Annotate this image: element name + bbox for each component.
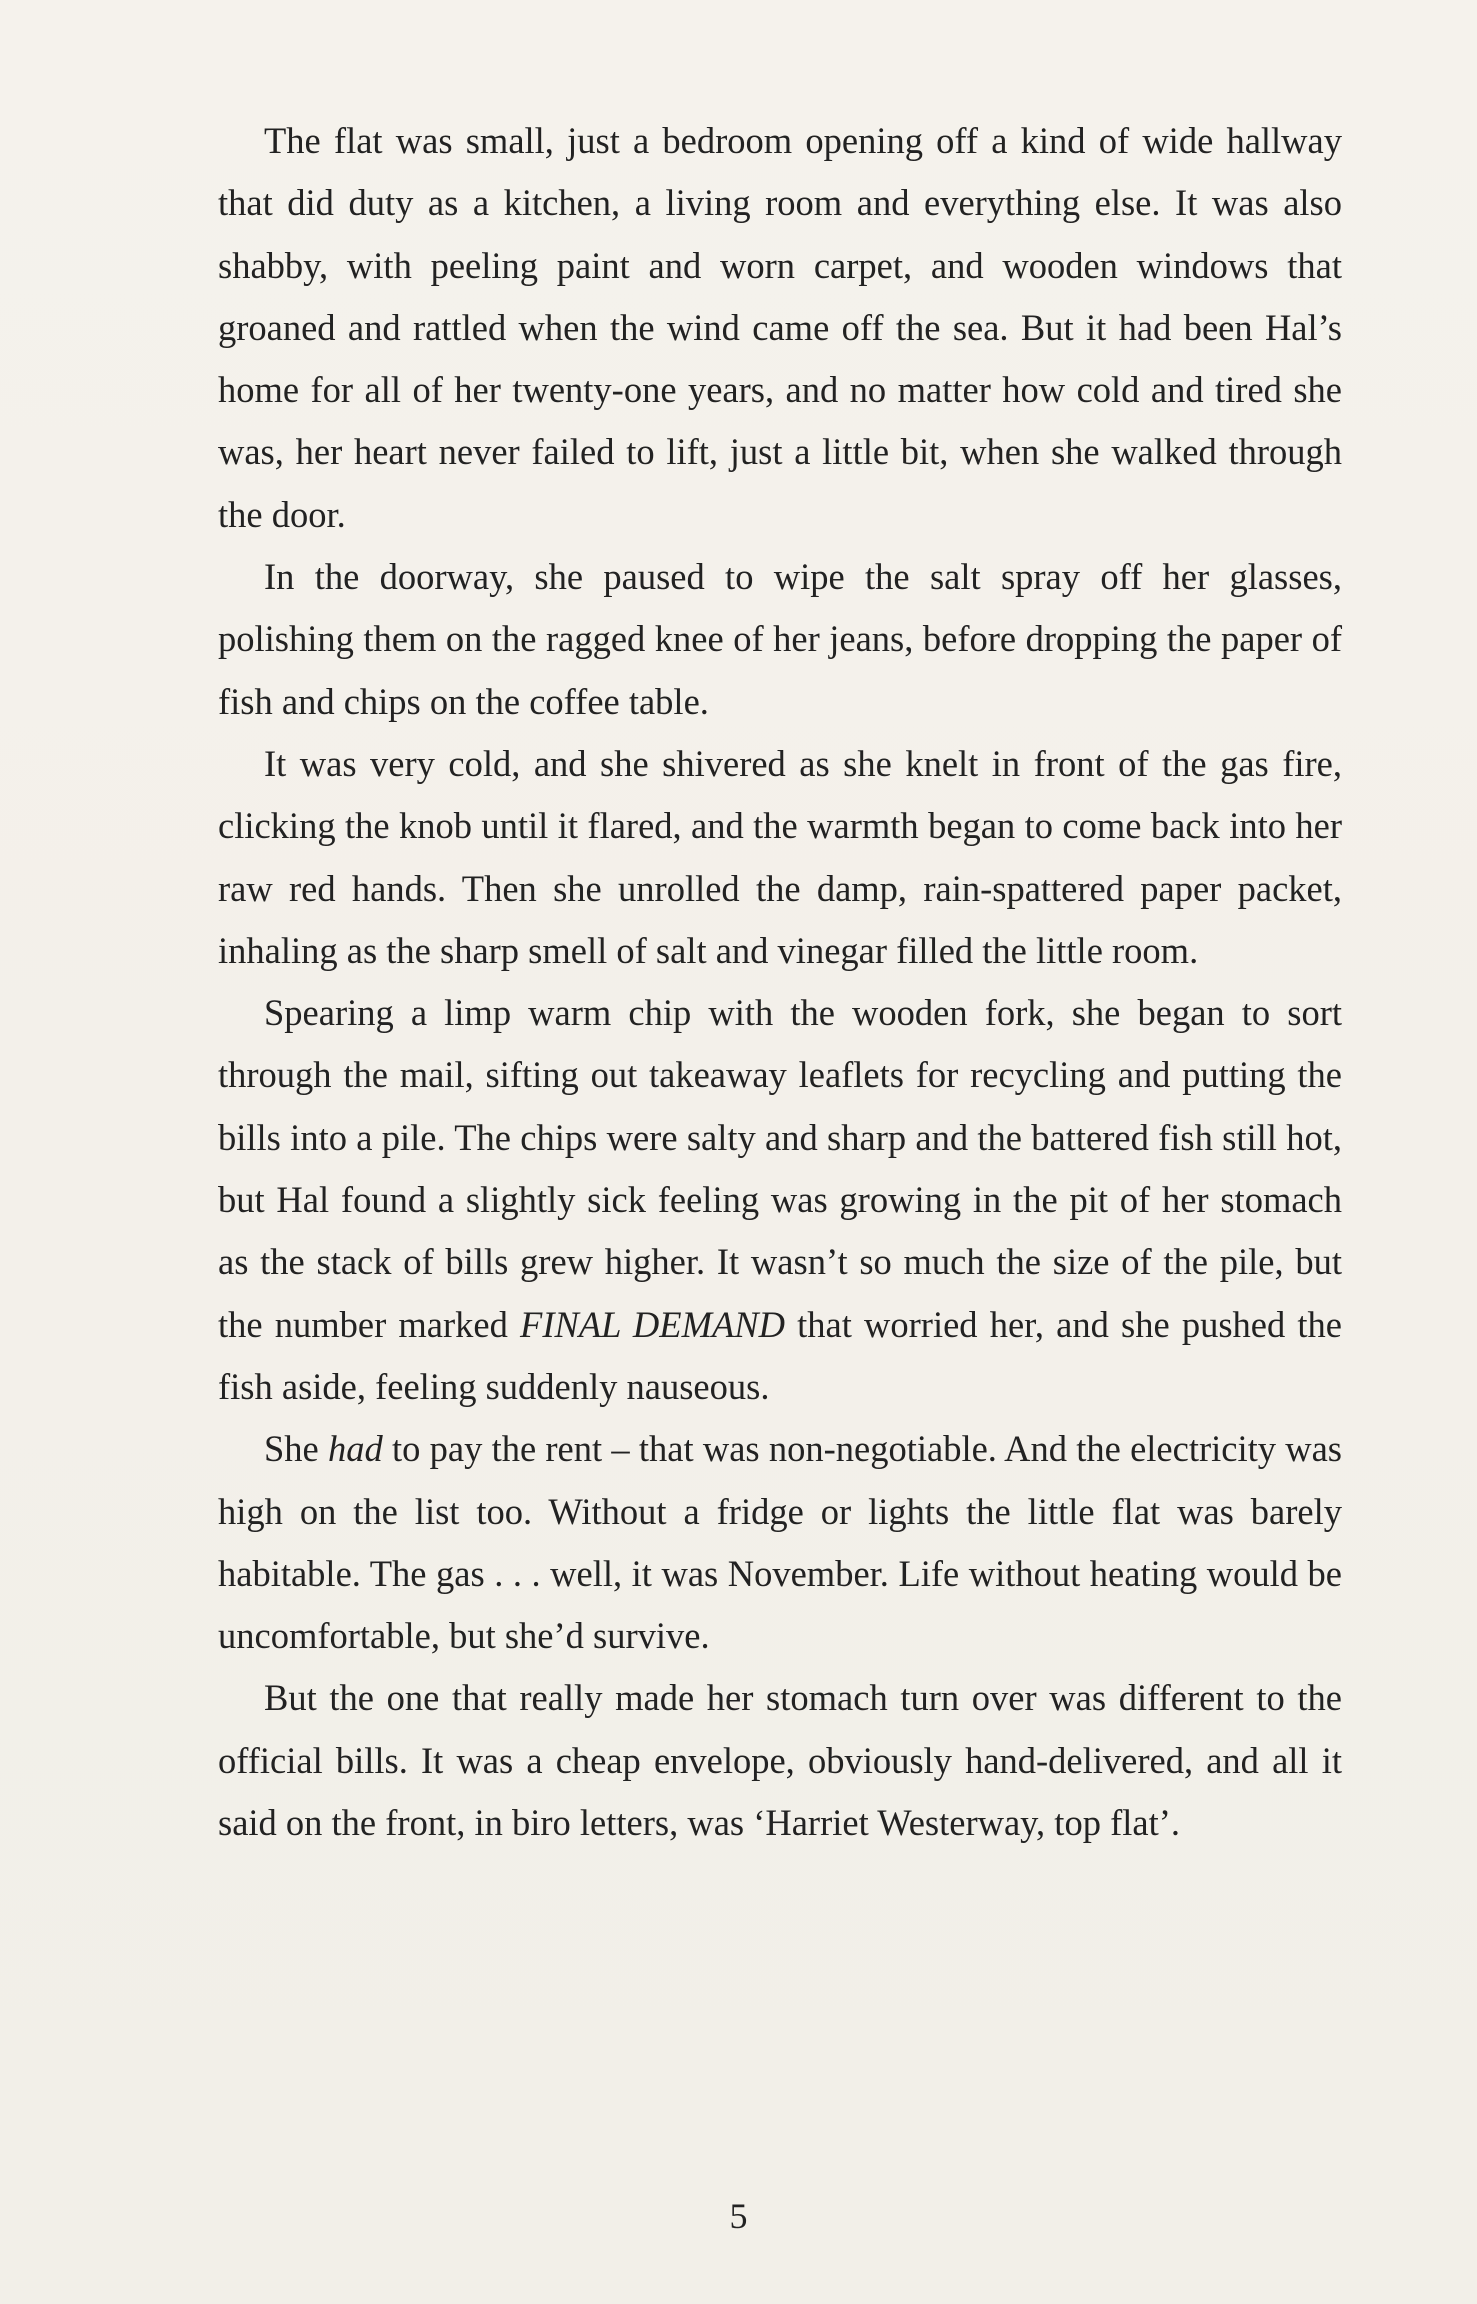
text-run: She [264, 1428, 328, 1470]
page-number: 5 [729, 2196, 748, 2236]
text-run: But the one that really made her stomach turn over was different to the official bills. It was a cheap envelope, obviously hand-delivered, and all it said on the front, in biro letters, was ‘Harriet Westerway, top flat’. [218, 1677, 1342, 1844]
text-run: to pay the rent – that was non-negotiable. And the electricity was high on the list too. Without a fridge or lights the little flat was barely habitable. The gas . . . well, it was November. Life without heating would be uncomfortable, but she’d survive. [218, 1428, 1343, 1657]
italic-text-run: FINAL DEMAND [520, 1303, 785, 1345]
paragraph [218, 110, 1342, 546]
paragraph [218, 1667, 1342, 1854]
paragraph [218, 546, 1342, 733]
text-run: The flat was small, just a bedroom opening off a kind of wide hallway that did duty as a kitchen, a living room and everything else. It was also shabby, with peeling paint and worn carpet, and wooden windows that groaned and rattled when the wind came off the sea. But it had been Hal’s home for all of her twenty-one years, and no matter how cold and tired she was, her heart never failed to lift, just a little bit, when she walked through the door. [218, 120, 1342, 535]
text-run: In the doorway, she paused to wipe the salt spray off her glasses, polishing them on the ragged knee of her jeans, before dropping the paper of fish and chips on the coffee table. [218, 556, 1342, 722]
text-run: Spearing a limp warm chip with the wooden fork, she began to sort through the mail, sifting out takeaway leaflets for recycling and putting the bills into a pile. The chips were salty and sharp and the battered fish still hot, but Hal found a slightly sick feeling was growing in the pit of her stomach as the stack of bills grew higher. It wasn’t so much the size of the pile, but the number marked [218, 992, 1342, 1345]
body-text [218, 110, 1342, 1854]
paragraph [218, 982, 1342, 1418]
paragraph [218, 1418, 1342, 1667]
text-run: It was very cold, and she shivered as she knelt in front of the gas fire, clicking the knob until it flared, and the warmth began to come back into her raw red hands. Then she unrolled the damp, rain-spattered paper packet, inhaling as the sharp smell of salt and vinegar filled the little room. [218, 742, 1342, 971]
paragraph [218, 733, 1342, 982]
italic-text-run: had [328, 1428, 383, 1470]
text-run: that worried her, and she pushed the fish aside, feeling suddenly nauseous. [218, 1303, 1342, 1407]
